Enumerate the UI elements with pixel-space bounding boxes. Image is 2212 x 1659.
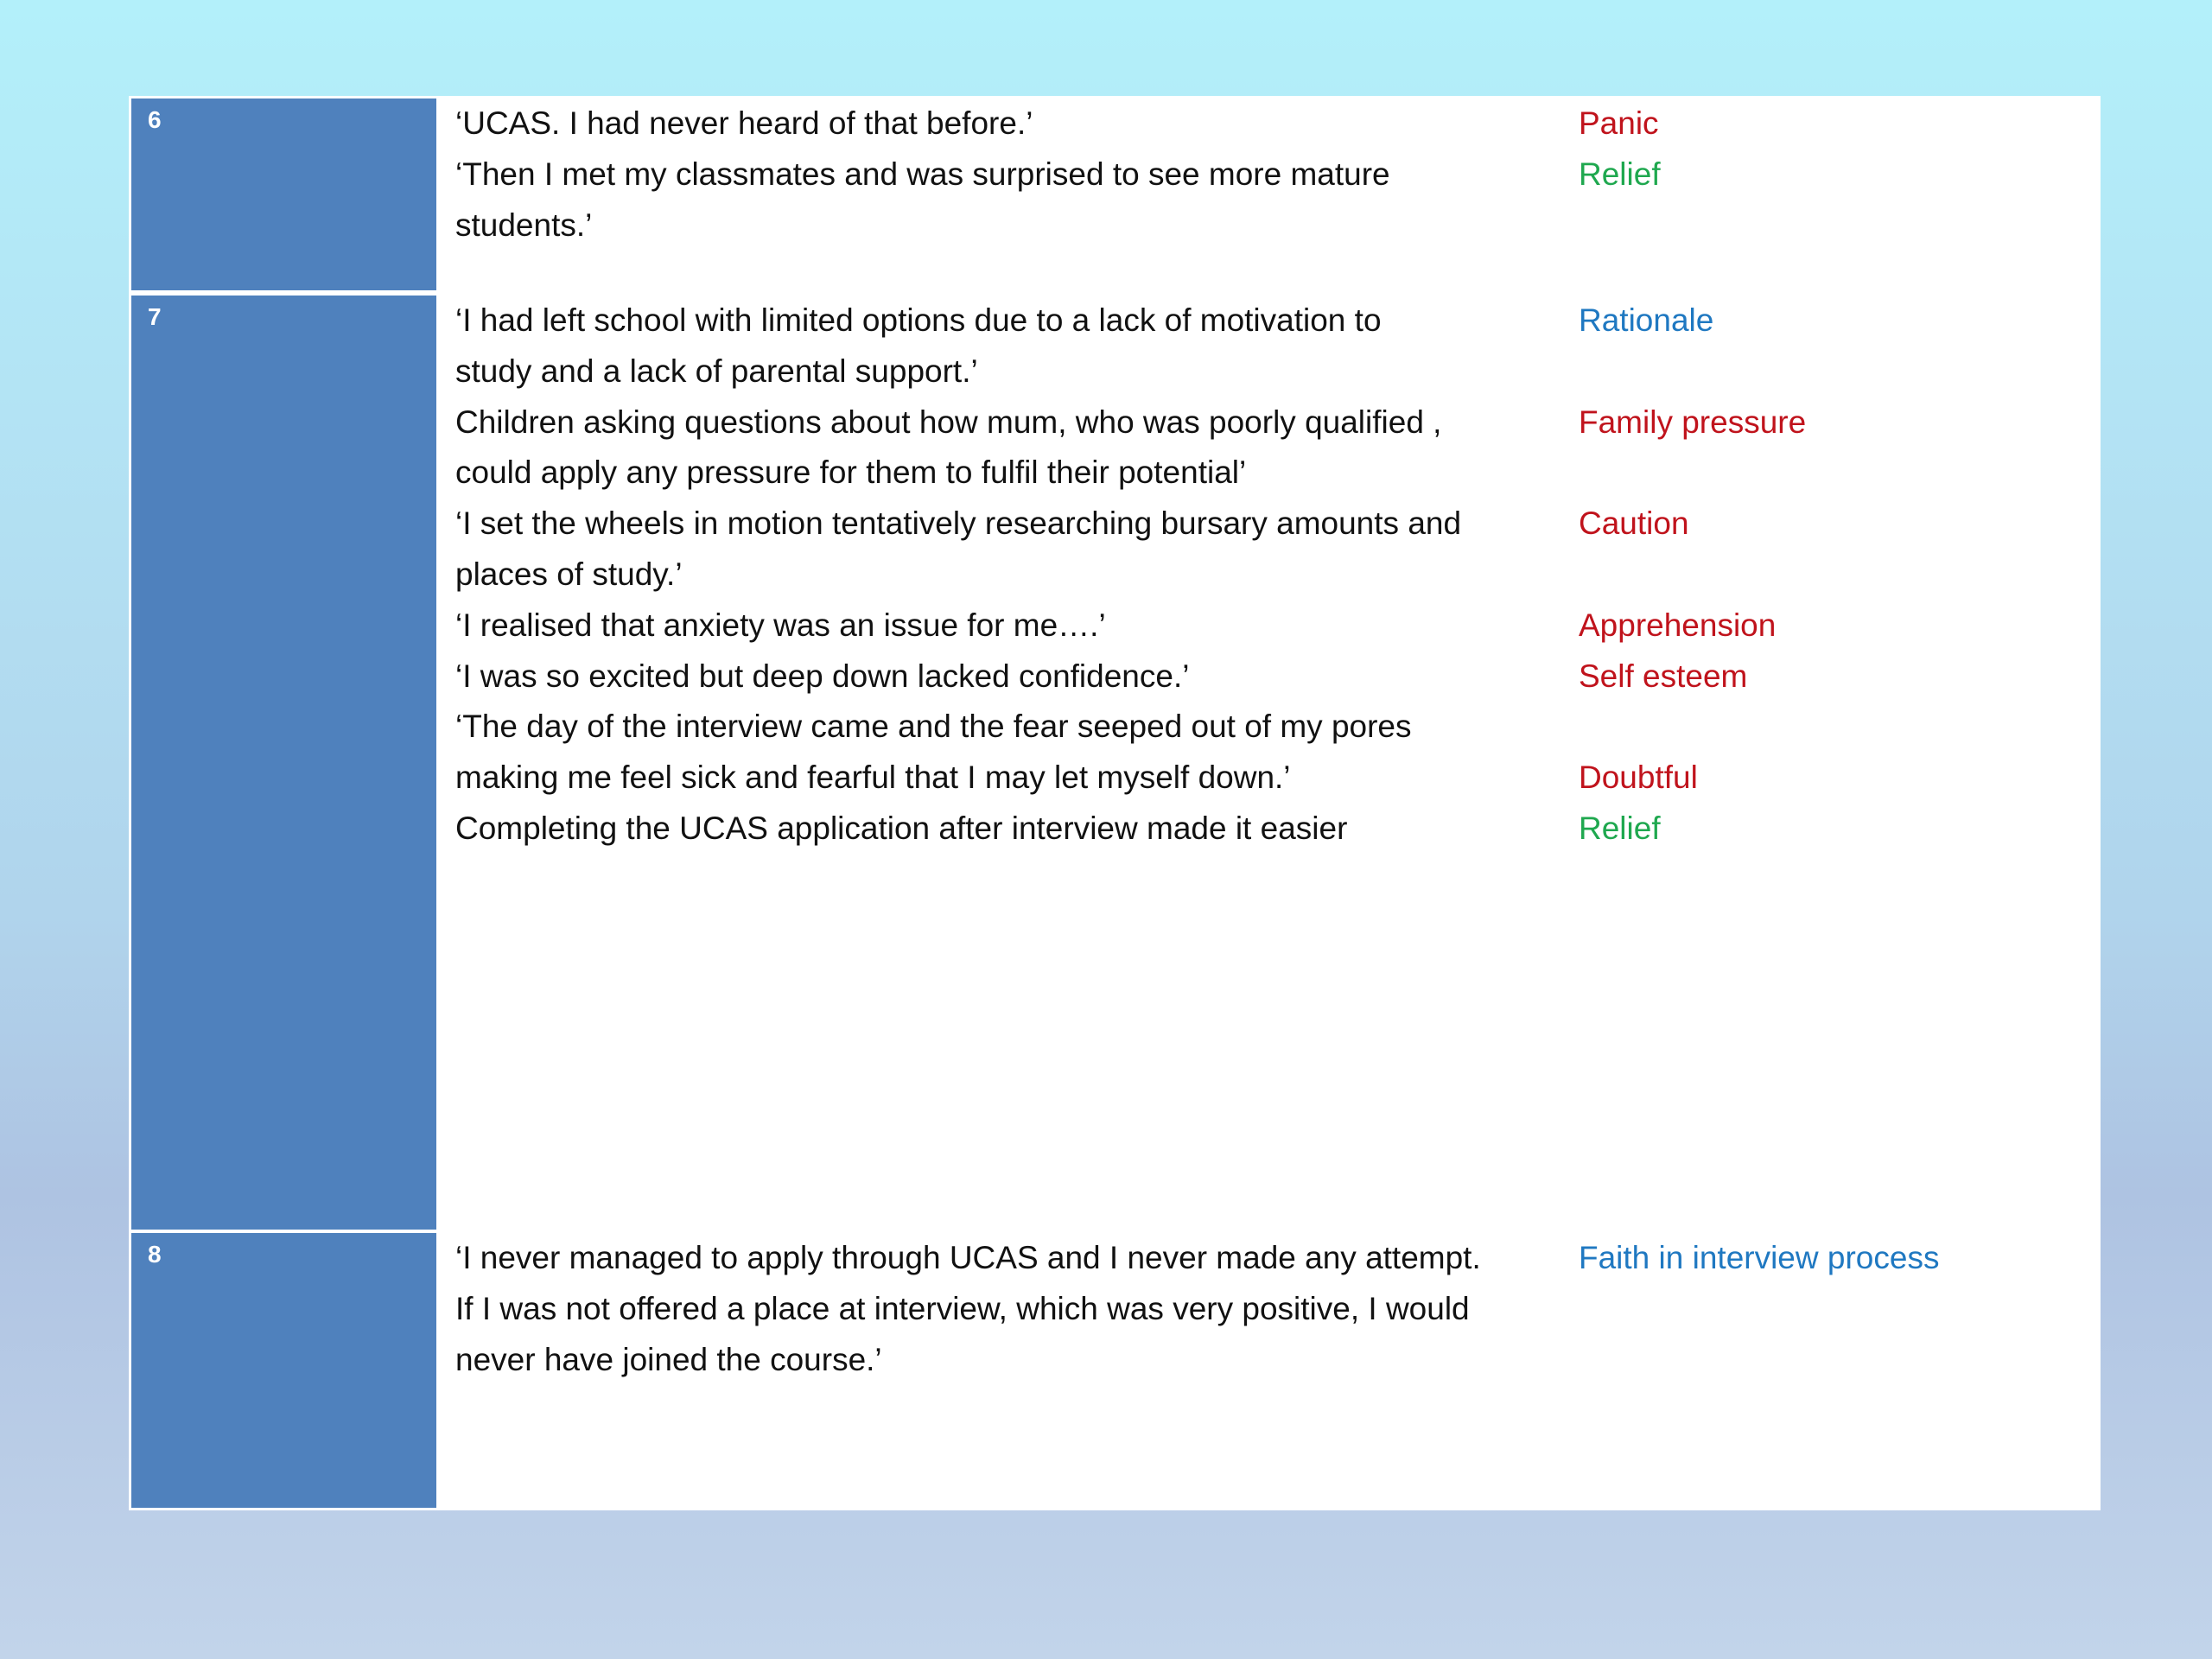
theme-spacer [1579,702,2081,753]
quote-line: places of study.’ [455,556,683,592]
theme-tag: Apprehension [1579,607,1777,643]
quote-line: Completing the UCAS application after interview made it easier [455,810,1348,846]
theme-tag: Faith in interview process [1579,1240,1940,1275]
row-number: 6 [148,106,162,133]
quote-line: students.’ [455,207,593,243]
quote-line: ‘I was so excited but deep down lacked confidence.’ [455,658,1190,694]
theme-tag: Rationale [1579,302,1714,338]
findings-table [129,96,2101,1510]
row-number-cell [129,1233,440,1510]
theme-tag: Relief [1579,156,1661,192]
theme-cell [1563,1233,2101,1510]
quote-line: never have joined the course.’ [455,1341,882,1377]
quote-cell [440,96,1563,296]
quote-line: ‘Then I met my classmates and was surprised to see more mature [455,156,1390,192]
theme-tag: Caution [1579,505,1689,542]
quote-line: If I was not offered a place at interview, which was very positive, I would [455,1290,1470,1326]
theme-tag: Family pressure [1579,404,1807,440]
theme-tag: Doubtful [1579,760,1698,796]
theme-spacer [1579,550,2081,601]
theme-cell [1563,296,2101,1233]
row-number-cell [129,96,440,296]
theme-spacer [1579,346,2081,397]
theme-tag: Relief [1579,810,1661,846]
theme-tag: Self esteem [1579,658,1748,694]
quote-line: making me feel sick and fearful that I may let myself down.’ [455,760,1291,796]
quote-cell [440,1233,1563,1510]
theme-spacer [1579,448,2081,499]
quote-line: study and a lack of parental support.’ [455,353,978,389]
quote-cell [440,296,1563,1233]
quote-line: ‘I set the wheels in motion tentatively researching bursary amounts and [455,505,1462,542]
quote-line: could apply any pressure for them to fulfil their potential’ [455,454,1247,491]
row-number: 7 [148,303,162,330]
theme-cell [1563,96,2101,296]
quote-line: ‘I never managed to apply through UCAS and I never made any attempt. [455,1240,1481,1275]
row-number: 8 [148,1241,162,1268]
quote-line: ‘The day of the interview came and the fear seeped out of my pores [455,709,1412,745]
theme-tag: Panic [1579,105,1659,141]
row-number-cell [129,296,440,1233]
quote-line: ‘UCAS. I had never heard of that before.’ [455,105,1033,141]
quote-line: Children asking questions about how mum, who was poorly qualified , [455,404,1442,440]
quote-line: ‘I had left school with limited options due to a lack of motivation to [455,302,1382,338]
quote-line: ‘I realised that anxiety was an issue for me….’ [455,607,1106,643]
